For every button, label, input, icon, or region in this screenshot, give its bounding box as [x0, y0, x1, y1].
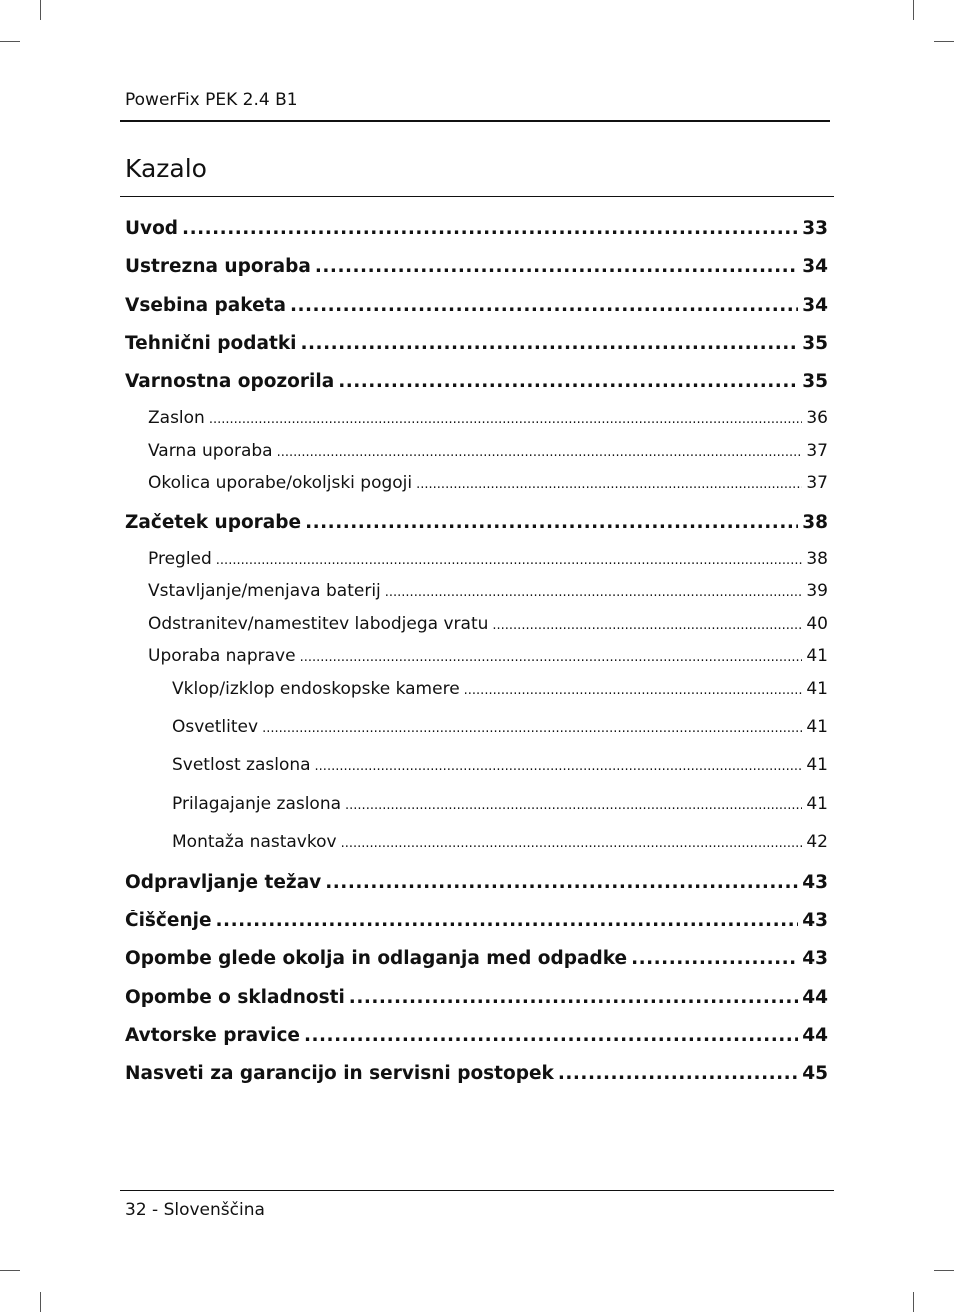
- toc-dot-leader: [315, 256, 798, 277]
- toc-entry-title: Avtorske pravice: [125, 1025, 300, 1046]
- toc-entry-page: 44: [802, 987, 828, 1008]
- toc-entry[interactable]: [172, 832, 828, 860]
- toc-entry-title: Osvetlitev: [172, 717, 259, 737]
- toc-entry[interactable]: [172, 794, 828, 822]
- toc-entry-page: 40: [806, 614, 828, 634]
- toc-entry-title: Vsebina paketa: [125, 295, 286, 316]
- toc-entry-page: 35: [802, 371, 828, 392]
- toc-entry-title: Vstavljanje/menjava baterij: [148, 581, 381, 601]
- toc-dot-leader: [277, 445, 803, 460]
- toc-dot-leader: [300, 333, 798, 354]
- toc-entry-title: Vklop/izklop endoskopske kamere: [172, 679, 460, 699]
- toc-entry[interactable]: [148, 473, 828, 501]
- toc-entry-page: 41: [806, 646, 828, 666]
- toc-entry-title: Montaža nastavkov: [172, 832, 337, 852]
- page-number: 32 - Slovenščina: [125, 1200, 265, 1220]
- toc-entry-page: 33: [802, 218, 828, 239]
- toc-dot-leader: [338, 371, 798, 392]
- toc-entry-title: Odstranitev/namestitev labodjega vratu: [148, 614, 489, 634]
- toc-entry-title: Zaslon: [148, 408, 205, 428]
- toc-entry-page: 39: [806, 581, 828, 601]
- toc-dot-leader: [558, 1063, 798, 1084]
- toc-entry[interactable]: [125, 512, 828, 542]
- toc-entry-page: 43: [802, 910, 828, 931]
- toc-dot-leader: [315, 759, 803, 774]
- toc-entry-title: Čiščenje: [125, 910, 212, 931]
- toc-entry[interactable]: [172, 755, 828, 783]
- toc-entry[interactable]: [148, 549, 828, 577]
- toc-entry-title: Tehnični podatki: [125, 333, 297, 354]
- toc-entry-title: Uvod: [125, 218, 179, 239]
- toc-entry[interactable]: [125, 371, 828, 401]
- toc-entry-page: 41: [806, 794, 828, 814]
- toc-entry[interactable]: [125, 218, 828, 248]
- toc-entry[interactable]: [148, 441, 828, 469]
- toc-dot-leader: [209, 412, 803, 427]
- toc-entry-page: 45: [802, 1063, 828, 1084]
- toc-entry[interactable]: [148, 614, 828, 642]
- toc-entry[interactable]: [148, 646, 828, 674]
- footer-rule: [120, 1190, 834, 1191]
- toc-entry-title: Opombe o skladnosti: [125, 987, 345, 1008]
- toc-dot-leader: [304, 1025, 798, 1046]
- toc-entry-title: Ustrezna uporaba: [125, 256, 311, 277]
- toc-dot-leader: [216, 553, 803, 568]
- toc-entry-title: Uporaba naprave: [148, 646, 296, 666]
- toc-dot-leader: [345, 798, 802, 813]
- toc-entry[interactable]: [125, 333, 828, 363]
- toc-entry-title: Prilagajanje zaslona: [172, 794, 342, 814]
- toc-entry-title: Svetlost zaslona: [172, 755, 311, 775]
- toc-entry-page: 37: [806, 441, 828, 461]
- toc-dot-leader: [262, 721, 802, 736]
- toc-entry-title: Varnostna opozorila: [125, 371, 335, 392]
- toc-entry[interactable]: [172, 717, 828, 745]
- toc-entry[interactable]: [172, 679, 828, 707]
- toc-entry-page: 38: [806, 549, 828, 569]
- toc-dot-leader: [216, 910, 799, 931]
- toc-dot-leader: [290, 295, 798, 316]
- toc-entry[interactable]: [125, 910, 828, 940]
- toc-entry[interactable]: [125, 948, 828, 978]
- toc-entry-page: 35: [802, 333, 828, 354]
- page-title: Kazalo: [125, 154, 207, 183]
- toc-entry-page: 41: [806, 717, 828, 737]
- toc-entry-title: Pregled: [148, 549, 212, 569]
- toc-entry-title: Okolica uporabe/okoljski pogoji: [148, 473, 413, 493]
- toc-entry[interactable]: [125, 987, 828, 1017]
- toc-entry-page: 44: [802, 1025, 828, 1046]
- toc-dot-leader: [325, 872, 798, 893]
- toc-entry-page: 41: [806, 755, 828, 775]
- toc-entry[interactable]: [125, 1025, 828, 1055]
- toc-entry[interactable]: [125, 295, 828, 325]
- toc-dot-leader: [305, 512, 798, 533]
- toc-entry-page: 42: [806, 832, 828, 852]
- toc-entry-page: 34: [802, 295, 828, 316]
- toc-entry-page: 36: [806, 408, 828, 428]
- toc-dot-leader: [349, 987, 798, 1008]
- toc-entry-title: Začetek uporabe: [125, 512, 302, 533]
- toc-dot-leader: [492, 618, 802, 633]
- toc-entry[interactable]: [125, 256, 828, 286]
- toc-entry-page: 34: [802, 256, 828, 277]
- toc-entry-page: 43: [802, 872, 828, 893]
- toc-entry-page: 43: [802, 948, 828, 969]
- toc-dot-leader: [300, 650, 803, 665]
- toc-entry-page: 41: [806, 679, 828, 699]
- toc-entry-title: Varna uporaba: [148, 441, 273, 461]
- toc-entry[interactable]: [125, 872, 828, 902]
- toc-dot-leader: [182, 218, 798, 239]
- toc-entry[interactable]: [125, 1063, 828, 1093]
- toc-entry-page: 37: [806, 473, 828, 493]
- toc-dot-leader: [416, 477, 802, 492]
- toc-entry-page: 38: [802, 512, 828, 533]
- toc-entry-title: Odpravljanje težav: [125, 872, 322, 893]
- toc-dot-leader: [385, 585, 803, 600]
- toc-entry-title: Opombe glede okolja in odlaganja med odpadke: [125, 948, 628, 969]
- toc-dot-leader: [464, 683, 803, 698]
- toc-entry[interactable]: [148, 581, 828, 609]
- toc-entry-title: Nasveti za garancijo in servisni postopek: [125, 1063, 554, 1084]
- toc-entry[interactable]: [148, 408, 828, 436]
- running-header: PowerFix PEK 2.4 B1: [125, 90, 298, 110]
- toc-dot-leader: [631, 948, 798, 969]
- toc-dot-leader: [341, 836, 803, 851]
